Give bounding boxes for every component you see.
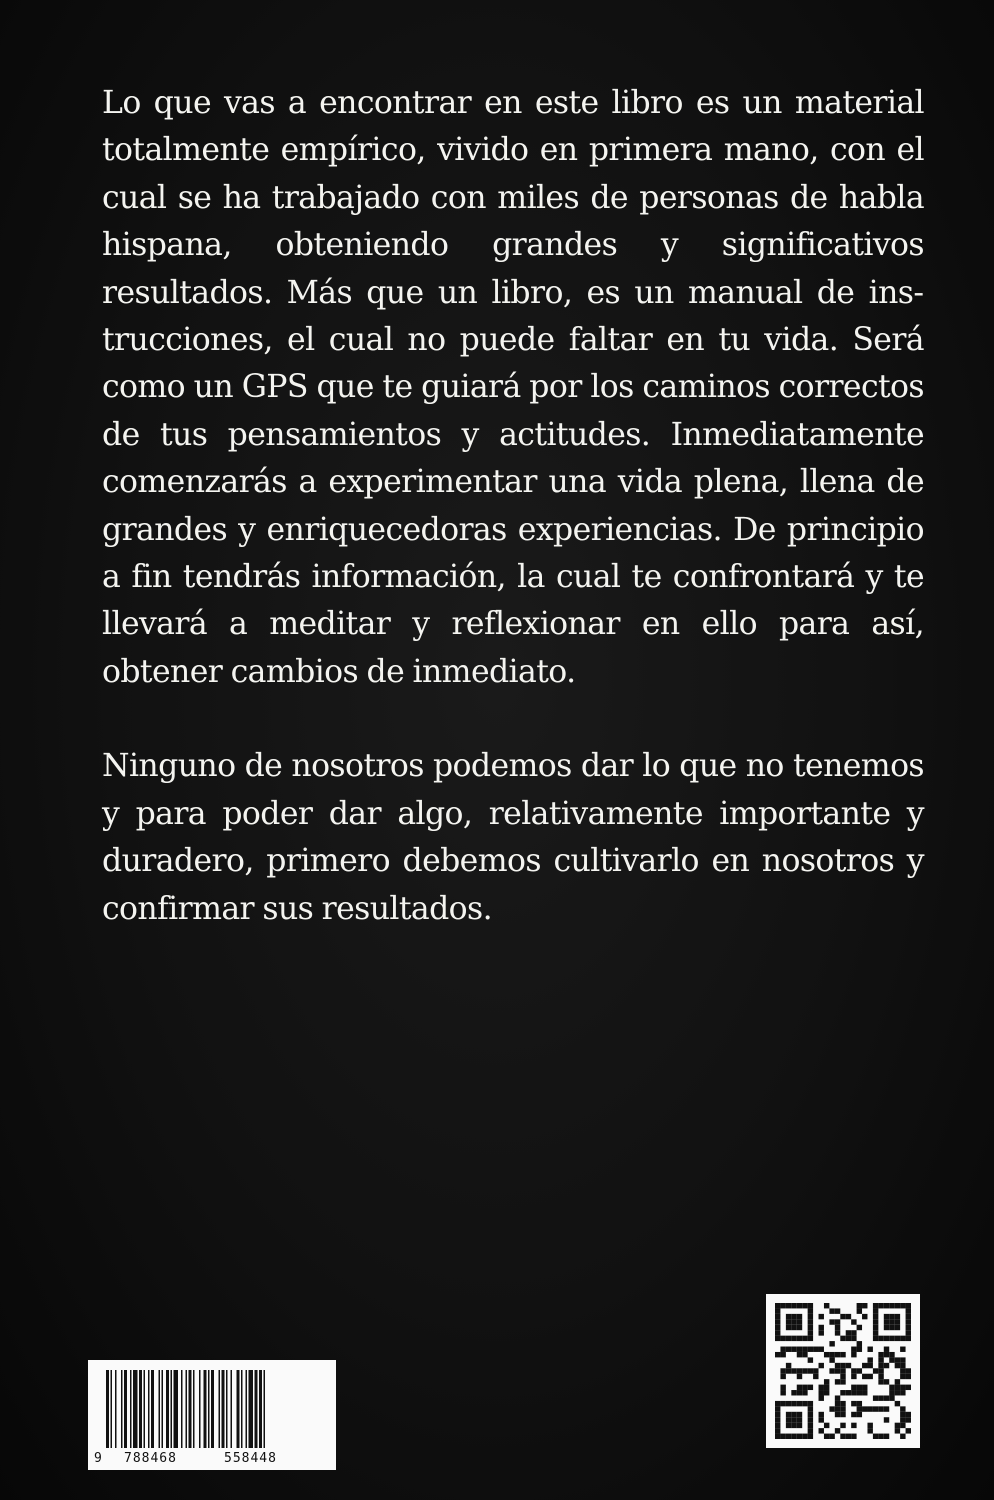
qr-code	[766, 1294, 920, 1448]
qr-code-icon	[775, 1303, 911, 1439]
synopsis-paragraph-1: Lo que vas a encontrar en este libro es un material totalmente empírico, vivido en primera mano, con el cual se ha trabajado con miles de personas de habla hispana, obteniendo grandes y significativos resultados. Más que un libro, es un manual de instrucciones, el cual no puede faltar en tu vida. Será como un GPS que te guiará por los caminos correctos de tus pensamientos y actitudes. Inmediatamente comenzarás a experimentar una vida plena, llena de grandes y enriquecedoras experiencias. De principio a fin tendrás información, la cual te confrontará y te llevará a meditar y reflexionar en ello para así, obtener cambios de inmediato.	[102, 85, 924, 690]
isbn-barcode	[88, 1360, 336, 1470]
barcode-lead-digit: 9	[94, 1451, 103, 1466]
synopsis-paragraph-2: Ninguno de nosotros podemos dar lo que no tenemos y para poder dar algo, relativamente importante y duradero, primero debemos cultivarlo en nosotros y confirmar sus resultados.	[102, 748, 924, 927]
barcode-icon	[106, 1370, 320, 1448]
barcode-right-group: 558448	[224, 1451, 277, 1466]
synopsis-text	[102, 80, 924, 933]
barcode-left-group: 788468	[124, 1451, 177, 1466]
